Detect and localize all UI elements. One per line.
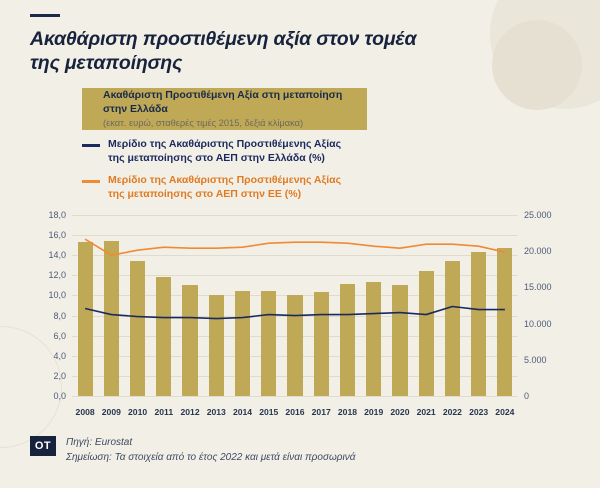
y-tick-right: 5.000 <box>524 354 547 365</box>
x-tick-label: 2009 <box>101 406 121 417</box>
footer <box>30 435 574 466</box>
line-swatch-navy-icon <box>82 144 100 147</box>
bar-swatch-icon <box>82 91 95 104</box>
line-swatch-orange-icon <box>82 180 100 183</box>
x-tick-label: 2018 <box>337 406 358 417</box>
x-tick-label: 2010 <box>128 406 148 417</box>
y-tick-left: 10,0 <box>48 290 66 301</box>
infographic-card <box>0 14 600 488</box>
x-tick-label: 2021 <box>416 406 436 417</box>
legend-label-line2: της μεταποίησης στο ΑΕΠ στην ΕΕ (%) <box>108 187 302 200</box>
x-axis-labels <box>72 407 518 417</box>
legend-label-line2: της μεταποίησης στο ΑΕΠ στην Ελλάδα (%) <box>108 152 325 165</box>
x-tick-label: 2019 <box>364 406 384 417</box>
x-tick-label: 2014 <box>232 406 253 417</box>
y-tick-left: 12,0 <box>48 270 66 281</box>
x-tick-label: 2016 <box>285 406 305 417</box>
legend-label-line2: (εκατ. ευρώ, σταθερές τιμές 2015, δεξιά κλίμακα) <box>103 118 304 129</box>
note-text: Σημείωση: Τα στοιχεία από το έτος 2022 και μετά είναι προσωρινά <box>66 452 356 464</box>
y-tick-left: 18,0 <box>48 209 66 220</box>
title-rule <box>30 14 60 17</box>
x-tick-label: 2017 <box>311 406 331 417</box>
x-tick-label: 2011 <box>154 406 174 417</box>
legend-label-line1: Μερίδιο της Ακαθάριστης Προστιθέμενης Αξίας <box>108 138 342 151</box>
y-tick-right: 20.000 <box>524 246 552 257</box>
legend-item-gva-greece <box>82 88 367 131</box>
page-title: Ακαθάριστη προστιθέμενη αξία στον τομέα της μεταποίησης <box>30 28 417 75</box>
x-tick-label: 2022 <box>442 406 462 417</box>
x-tick-label: 2024 <box>495 406 515 417</box>
legend-item-share-greece <box>82 137 574 165</box>
line-series <box>72 215 518 396</box>
y-tick-right: 15.000 <box>524 282 552 293</box>
x-tick-label: 2008 <box>75 406 95 417</box>
y-tick-left: 14,0 <box>48 250 66 261</box>
y-tick-right: 0 <box>524 390 530 401</box>
y-tick-left: 2,0 <box>53 370 66 381</box>
y-tick-left: 6,0 <box>53 330 66 341</box>
x-tick-label: 2013 <box>206 406 226 417</box>
gridline <box>72 396 518 397</box>
x-tick-label: 2020 <box>390 406 410 417</box>
legend-item-share-eu <box>82 173 574 201</box>
line-path <box>85 306 505 318</box>
line-path <box>85 239 505 255</box>
x-tick-label: 2015 <box>259 406 279 417</box>
y-tick-right: 25.000 <box>524 209 552 220</box>
y-tick-left: 16,0 <box>48 230 66 241</box>
y-tick-left: 4,0 <box>53 350 66 361</box>
x-tick-label: 2012 <box>180 406 200 417</box>
y-tick-right: 10.000 <box>524 318 552 329</box>
chart-legend <box>82 88 574 201</box>
legend-label-line1: Μερίδιο της Ακαθάριστης Προστιθέμενης Αξίας <box>108 173 342 186</box>
x-tick-label: 2023 <box>469 406 489 417</box>
chart-area <box>26 209 574 419</box>
plot-region <box>48 209 552 401</box>
legend-label-line1: Ακαθάριστη Προστιθέμενη Αξία στη μεταποίηση στην Ελλάδα <box>103 88 343 115</box>
y-tick-left: 8,0 <box>53 310 66 321</box>
source-text: Πηγή: Eurostat <box>66 436 133 448</box>
y-tick-left: 0,0 <box>53 390 66 401</box>
logo-badge: OT <box>30 436 56 456</box>
